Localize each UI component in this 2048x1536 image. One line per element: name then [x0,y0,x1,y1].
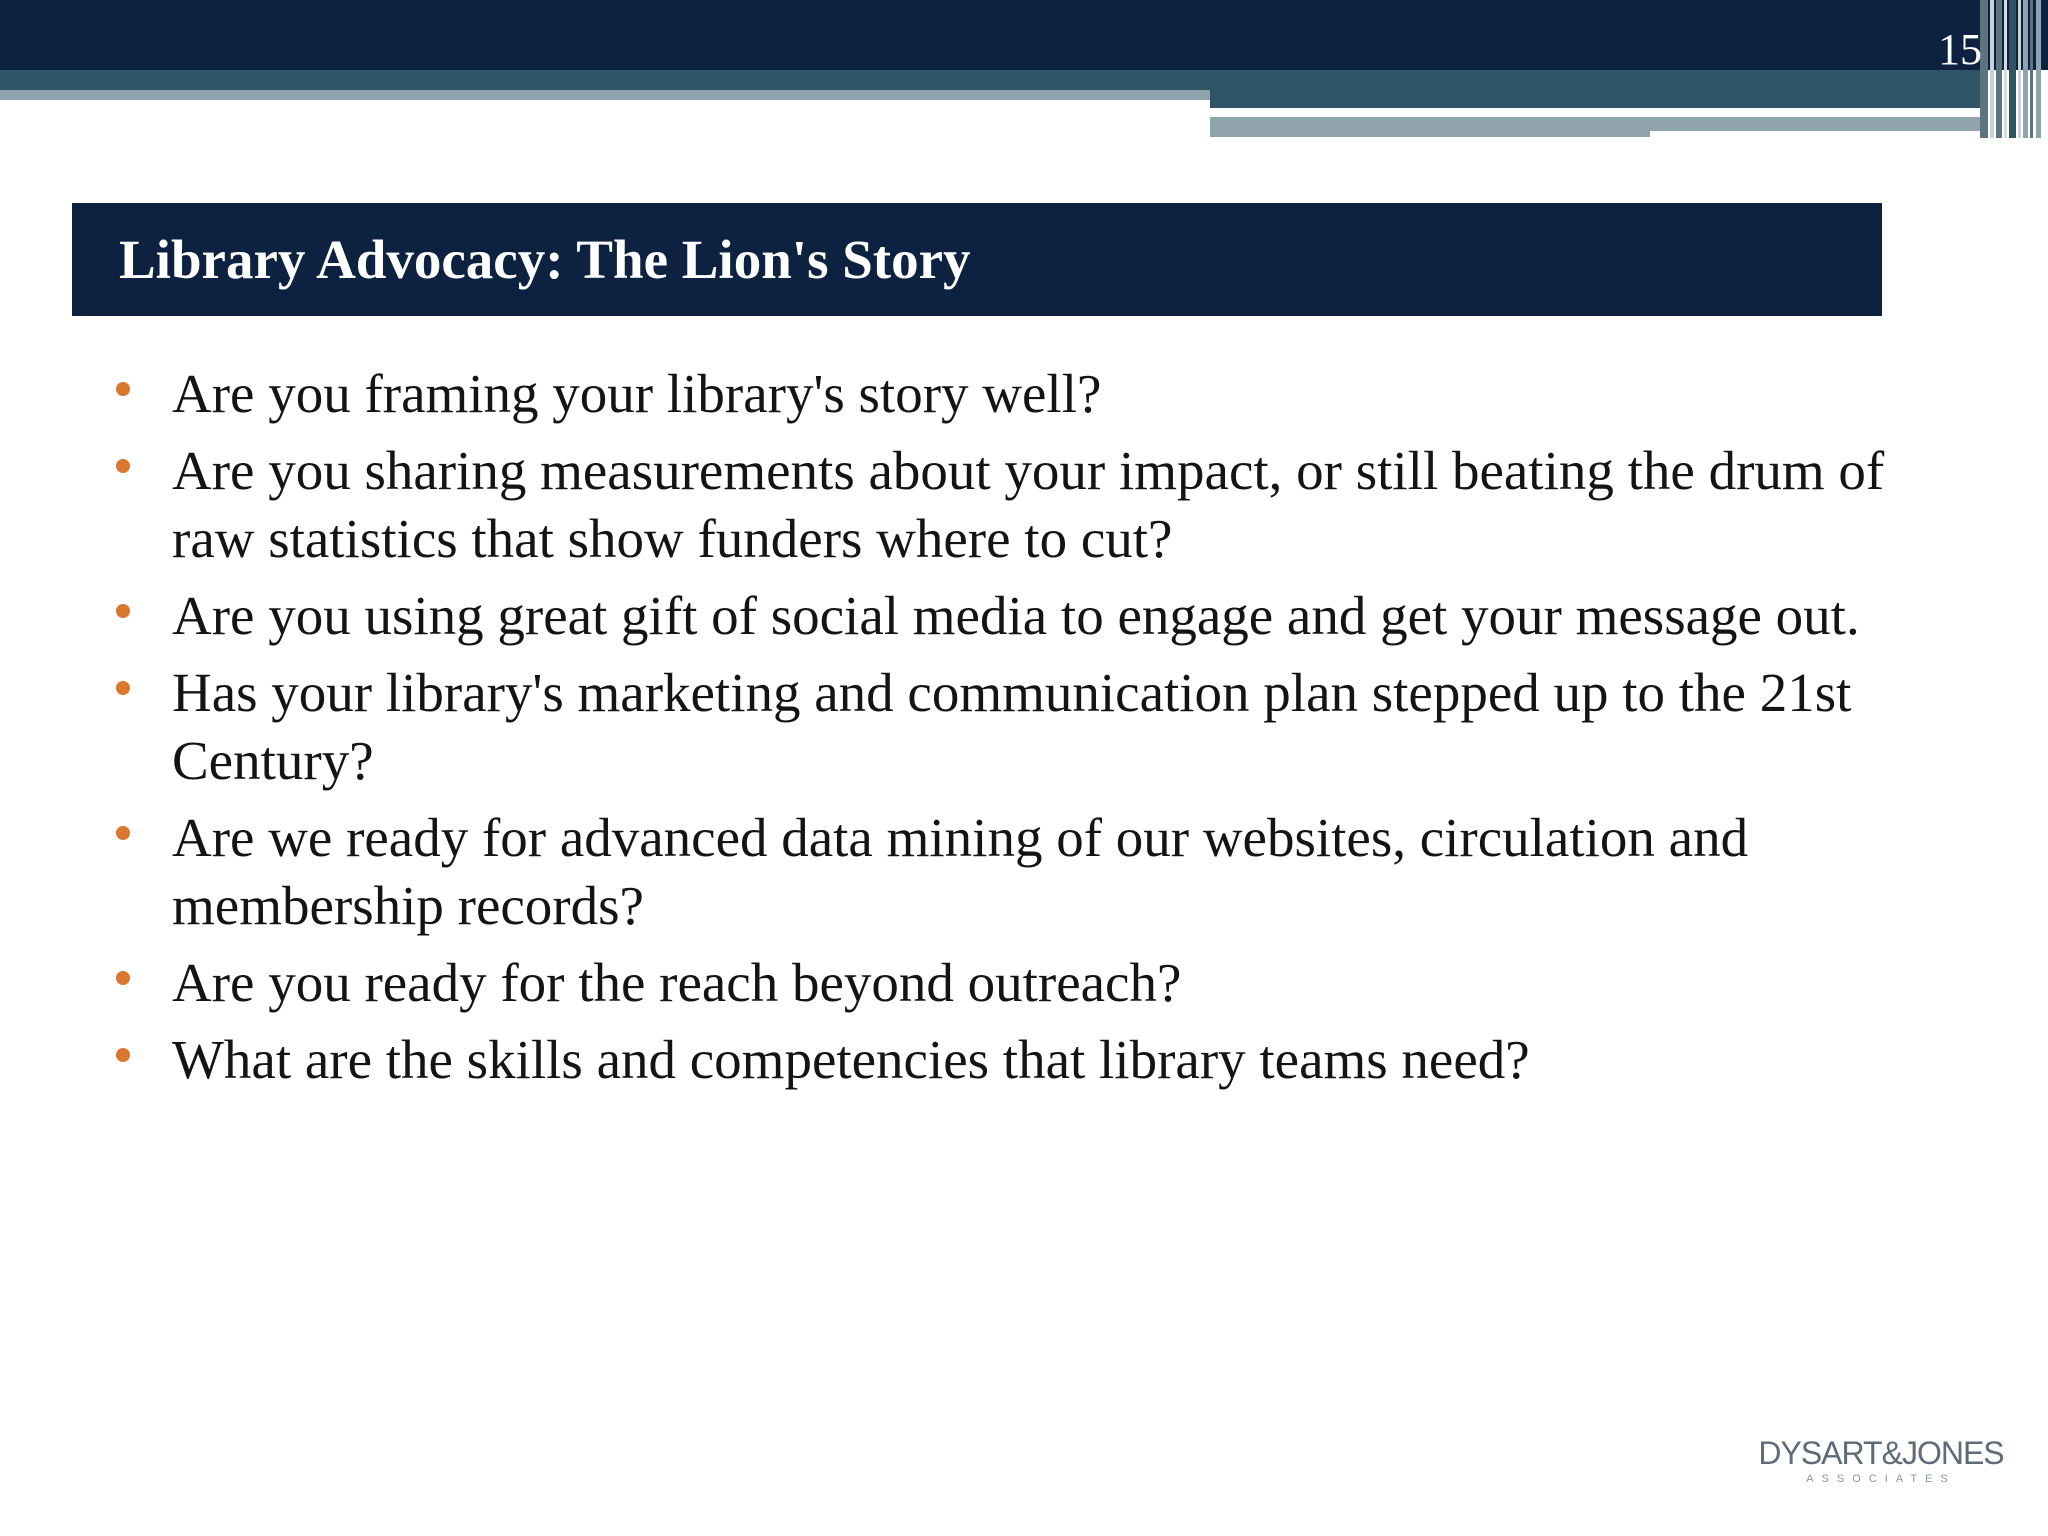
bullet-dot-icon [116,382,130,396]
header-right-band-light [1210,117,1650,137]
header-band [0,0,2048,70]
bullet-text: Are you ready for the reach beyond outreach? [172,952,1182,1013]
header-stripe [2004,0,2007,138]
bullet-dot-icon [116,826,130,840]
slide-title: Library Advocacy: The Lion's Story [119,228,971,290]
bullet-dot-icon [116,1048,130,1062]
bullet-item [110,582,1910,650]
bullet-text: Are we ready for advanced data mining of our websites, circulation and membership records? [172,807,1749,936]
header-accent-band-light [0,90,1210,100]
bullet-item [110,949,1910,1017]
bullet-dot-icon [116,681,130,695]
bullet-dot-icon [116,459,130,473]
bullet-text: Are you framing your library's story well? [172,363,1102,424]
bullet-item [110,360,1910,428]
bullet-item [110,804,1910,940]
header-stripe [2036,0,2041,138]
header-stripe [2030,0,2033,138]
title-bar [72,203,1882,316]
bullet-dot-icon [116,971,130,985]
bullet-text: Has your library's marketing and communication plan stepped up to the 21st Century? [172,662,1852,791]
bullet-text: Are you using great gift of social media to engage and get your message out. [172,585,1860,646]
header-stripe [2009,0,2016,138]
bullet-text: Are you sharing measurements about your impact, or still beating the drum of raw statistics that show funders where to cut? [172,440,1885,569]
bullet-item [110,1026,1910,1094]
header-right-band [1210,70,1980,108]
bullet-item [110,659,1910,795]
header-divider-line [1210,110,1898,117]
logo-name: DYSART&JONES [1758,1435,2004,1471]
company-logo [1756,1434,2006,1494]
header-accent-band [0,70,1210,90]
bullet-item [110,437,1910,573]
header-right-band-light-2 [1650,117,1980,131]
logo-tagline: ASSOCIATES [1806,1473,1956,1485]
bullet-text: What are the skills and competencies that library teams need? [172,1029,1530,1090]
bullet-dot-icon [116,604,130,618]
bullet-list [110,360,1910,1103]
header-stripe [1996,0,2002,138]
slide-number: 15 [1938,25,1982,74]
header-stripe [2023,0,2028,138]
header-stripe [2018,0,2021,138]
header-stripe [1990,0,1994,138]
